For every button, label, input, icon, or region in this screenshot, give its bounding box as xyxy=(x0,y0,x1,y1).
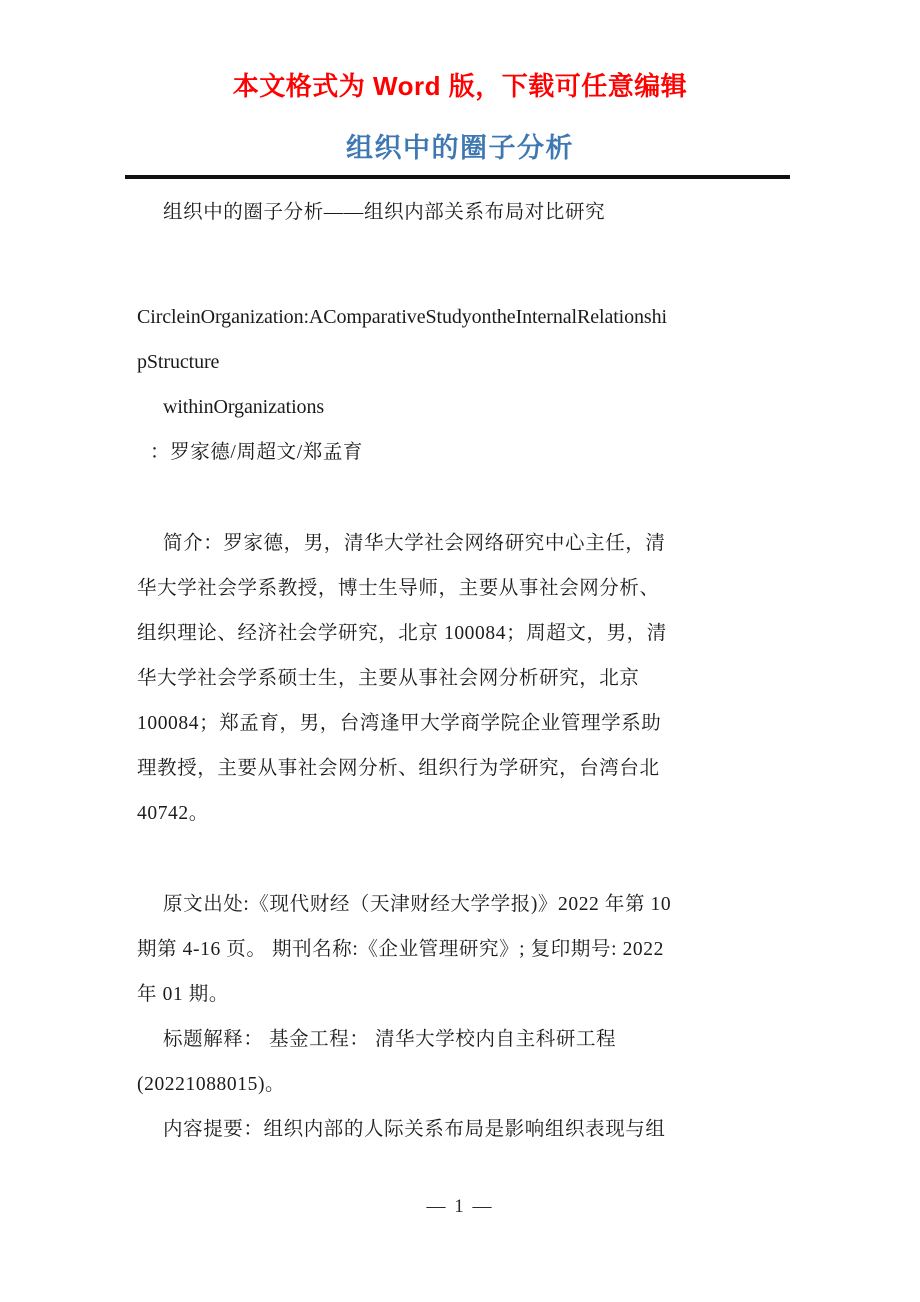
source-line-3: 年 01 期。 xyxy=(137,984,229,1005)
english-title-line-1: CircleinOrganization:AComparativeStudyontheInternalRelationshi xyxy=(137,306,667,328)
bio-line-3: 组织理论、经济社会学研究，北京 100084；周超文，男，清 xyxy=(137,623,667,644)
bio-line-4: 华大学社会学系硕士生，主要从事社会网分析研究，北京 xyxy=(137,668,640,689)
bio-line-5: 100084；郑孟育，男，台湾逢甲大学商学院企业管理学系助 xyxy=(137,713,662,734)
funding-line-1: 标题解释： 基金工程： 清华大学校内自主科研工程 xyxy=(163,1029,617,1050)
english-title-line-2: pStructure xyxy=(137,351,220,373)
bio-line-6: 理教授，主要从事社会网分析、组织行为学研究，台湾台北 xyxy=(137,758,660,779)
source-line-1: 原文出处:《现代财经（天津财经大学学报)》2022 年第 10 xyxy=(163,894,672,915)
document-body xyxy=(137,190,797,1152)
spacer xyxy=(137,235,797,295)
bio-line-2: 华大学社会学系教授，博士生导师，主要从事社会网分析、 xyxy=(137,578,660,599)
spacer xyxy=(137,475,797,521)
funding-line-2: (20221088015)。 xyxy=(137,1074,286,1095)
bio-line-7: 40742。 xyxy=(137,803,209,824)
title-divider xyxy=(125,175,790,179)
word-format-banner: 本文格式为 Word 版，下载可任意编辑 xyxy=(232,71,688,101)
abstract-line-1: 内容提要：组织内部的人际关系布局是影响组织表现与组 xyxy=(163,1119,666,1140)
english-title-line-3: withinOrganizations xyxy=(163,396,325,418)
spacer xyxy=(137,836,797,882)
source-line-2: 期第 4-16 页。 期刊名称:《企业管理研究》; 复印期号: 2022 xyxy=(137,939,664,960)
authors-line: ：罗家德/周超文/郑孟育 xyxy=(150,442,364,463)
page-title: 组织中的圈子分析 xyxy=(346,133,574,163)
page-number-footer: — 1 — xyxy=(426,1196,494,1217)
bio-line-1: 简介：罗家德，男，清华大学社会网络研究中心主任，清 xyxy=(163,533,666,554)
article-subtitle: 组织中的圈子分析——组织内部关系布局对比研究 xyxy=(163,202,606,223)
